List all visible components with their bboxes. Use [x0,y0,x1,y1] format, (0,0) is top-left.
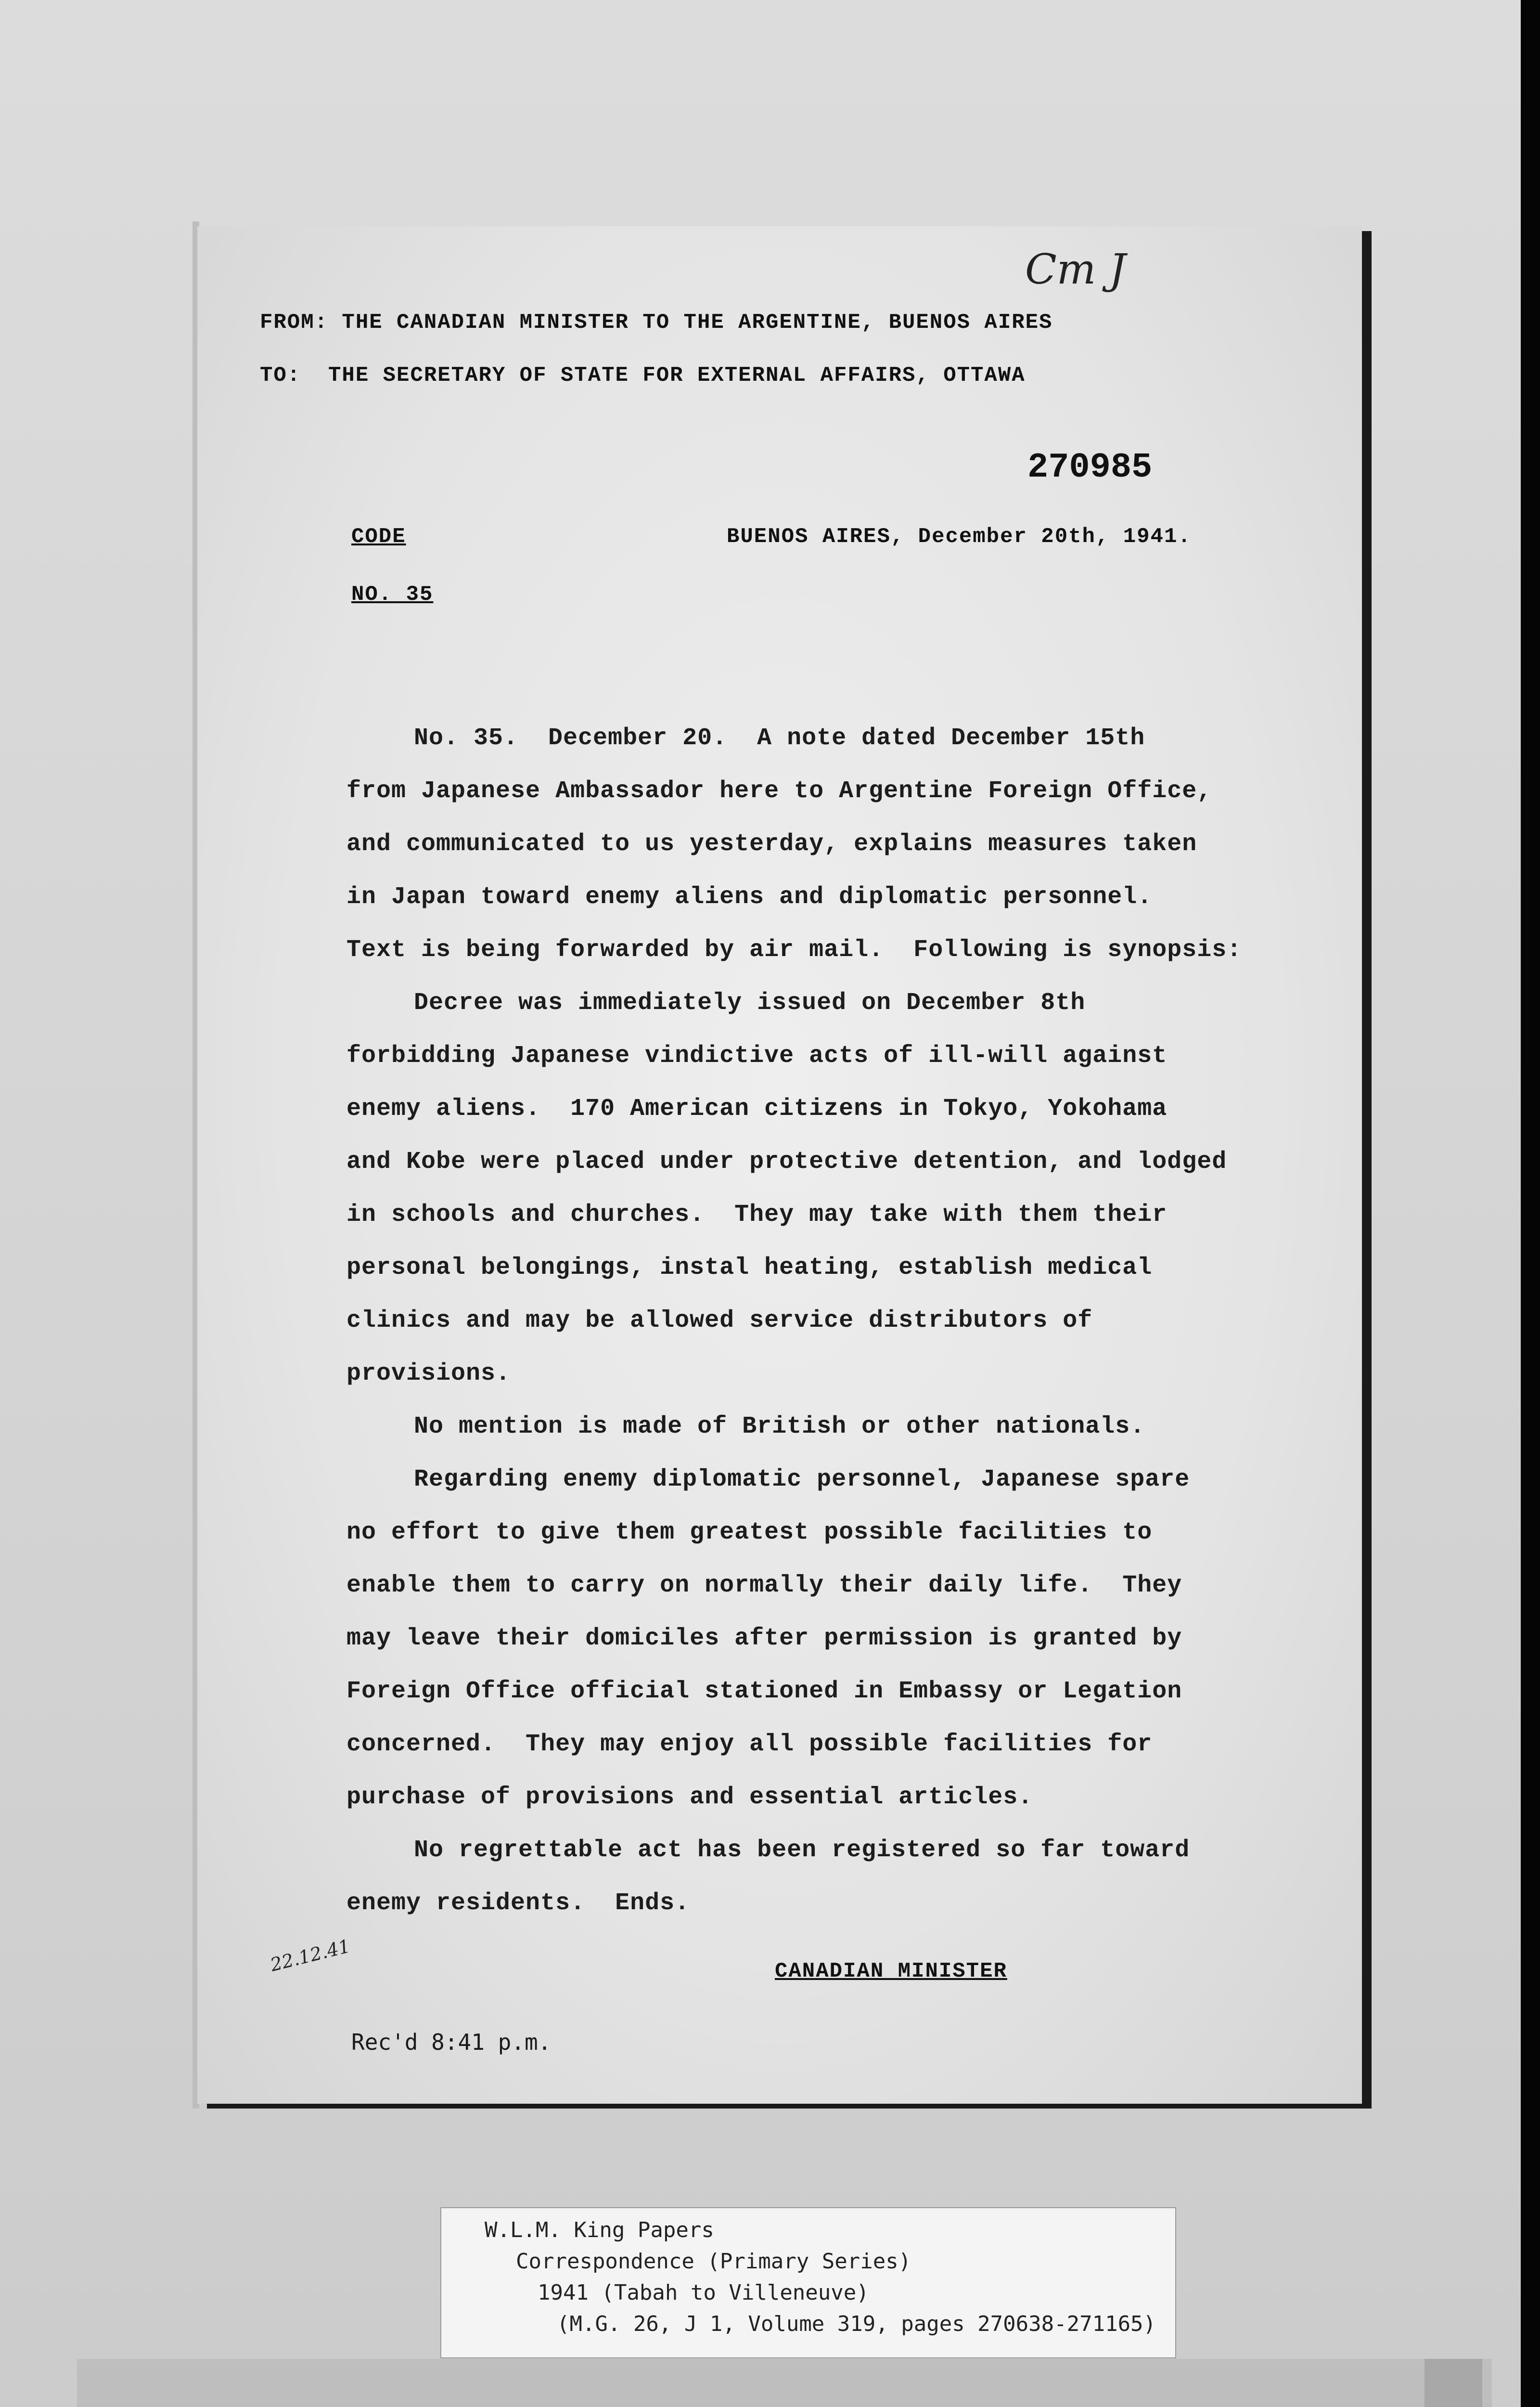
body-line: enemy aliens. 170 American citizens in Tokyo, Yokohama [346,1095,1168,1123]
label-line: W.L.M. King Papers [485,2218,714,2242]
label-line: (M.G. 26, J 1, Volume 319, pages 270638-271165) [557,2312,1156,2336]
handwritten-margin-note: 22.12.41 [268,1935,353,1976]
body-line: and Kobe were placed under protective detention, and lodged [346,1148,1227,1176]
message-number: NO. 35 [351,582,434,607]
body-line: in schools and churches. They may take with them their [346,1201,1168,1229]
body-line: no effort to give them greatest possible facilities to [346,1519,1153,1546]
handwritten-initials: Cm J [1025,246,1126,294]
body-line: forbidding Japanese vindictive acts of ill-will against [346,1042,1168,1070]
body-line: No. 35. December 20. A note dated December 15th [414,725,1145,752]
body-line: in Japan toward enemy aliens and diplomatic personnel. [346,883,1153,911]
classification-label: CODE [351,525,406,549]
body-line: personal belongings, instal heating, establish medical [346,1254,1153,1281]
public-archives-plate [77,2359,1492,2407]
place-and-date: BUENOS AIRES, December 20th, 1941. [727,525,1192,549]
body-line: Text is being forwarded by air mail. Following is synopsis: [346,936,1242,964]
body-line: Regarding enemy diplomatic personnel, Japanese spare [414,1466,1190,1493]
body-line: purchase of provisions and essential articles. [346,1784,1033,1811]
body-line: and communicated to us yesterday, explains measures taken [346,830,1197,858]
body-line: No regrettable act has been registered so far toward [414,1837,1190,1864]
label-line: 1941 (Tabah to Villeneuve) [538,2280,869,2305]
body-line: enable them to carry on normally their daily life. They [346,1572,1182,1599]
reference-number: 270985 [1027,448,1153,487]
archive-reference-label [440,2207,1176,2358]
body-line: clinics and may be allowed service distributors of [346,1307,1093,1334]
body-line: may leave their domiciles after permission is granted by [346,1625,1182,1652]
label-line: Correspondence (Primary Series) [516,2249,911,2274]
from-line: FROM: THE CANADIAN MINISTER TO THE ARGENTINE, BUENOS AIRES [260,311,1053,335]
body-line: concerned. They may enjoy all possible facilities for [346,1731,1153,1758]
to-line: TO: THE SECRETARY OF STATE FOR EXTERNAL AFFAIRS, OTTAWA [260,363,1026,388]
body-line: provisions. [346,1360,511,1387]
body-line: No mention is made of British or other nationals. [414,1413,1145,1440]
signature: CANADIAN MINISTER [775,1959,1007,1983]
received-time: Rec'd 8:41 p.m. [351,2029,552,2055]
body-line: enemy residents. Ends. [346,1889,690,1917]
telegram-document [197,226,1362,2104]
body-line: from Japanese Ambassador here to Argentine Foreign Office, [346,777,1212,805]
body-line: Foreign Office official stationed in Embassy or Legation [346,1678,1182,1705]
plate-edge-right [1424,2359,1482,2407]
body-line: Decree was immediately issued on December 8th [414,989,1086,1017]
